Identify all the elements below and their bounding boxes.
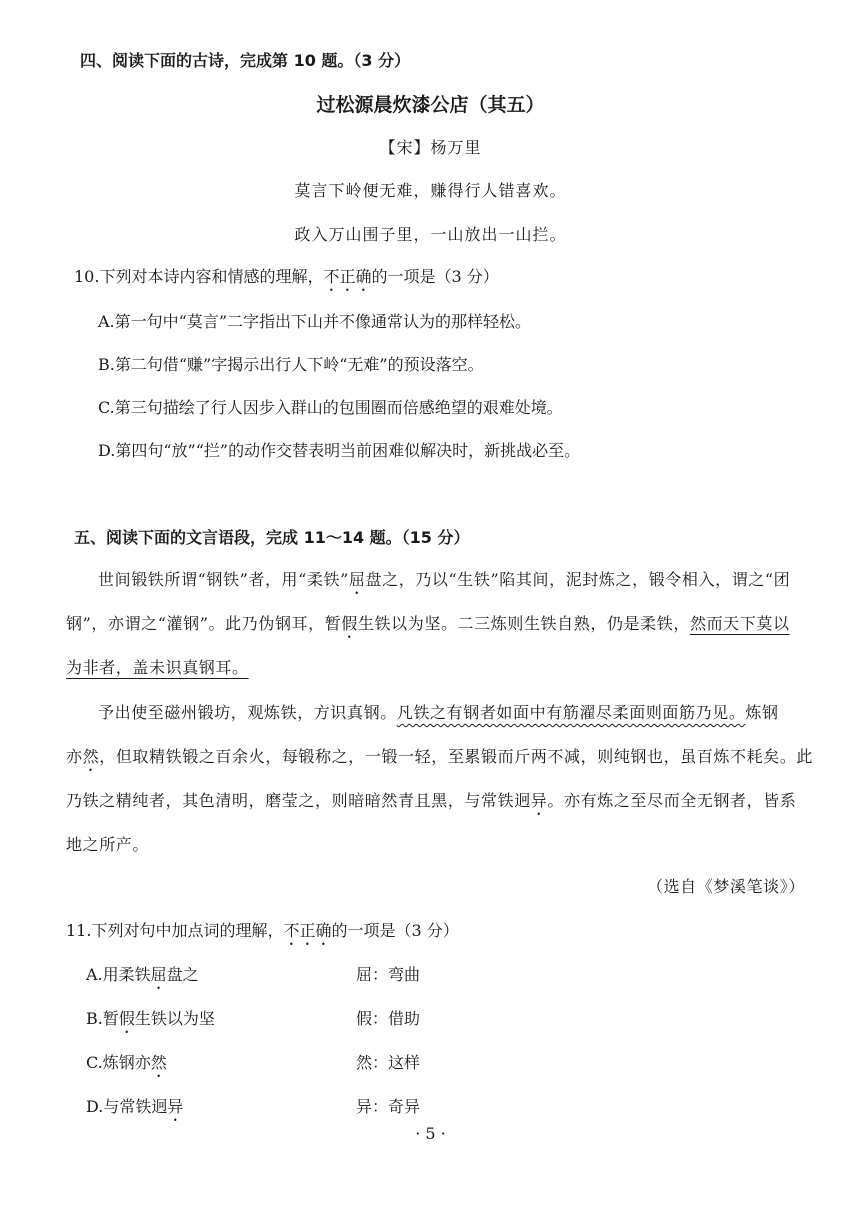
passage-emphasis: 屈 (348, 570, 366, 589)
option-emphasis: 异 (167, 1097, 184, 1116)
passage-p2-line-3 (66, 788, 796, 819)
q11-stem-suffix: 的一项是（3 分） (331, 921, 459, 940)
passage-emphasis: 假 (341, 614, 358, 633)
passage-underlined: 然而天下莫以 (689, 614, 790, 633)
q10-stem-emphasis: 不正确 (323, 267, 372, 286)
passage-text: 乃铁之精纯者，其色清明，磨莹之，则暗暗然青且黑，与常铁迥 (66, 791, 531, 810)
option-gloss: 屈：弯曲 (356, 965, 421, 984)
passage-p1-line-1 (98, 567, 790, 598)
q11-option-d (86, 1094, 421, 1125)
section-5-heading: 五、阅读下面的文言语段，完成 11～14 题。（15 分） (74, 528, 470, 547)
passage-wavy-underlined: 凡铁之有钢者如面中有筋濯尽柔面则面筋乃见。 (396, 703, 746, 722)
passage-p1-line-2 (66, 611, 790, 642)
passage-text: 亦 (66, 747, 83, 766)
passage-p2-line-4: 地之所产。 (66, 835, 150, 854)
option-text: D.与常铁迥 (86, 1097, 168, 1116)
q10-stem-prefix: 10.下列对本诗内容和情感的理解， (74, 267, 324, 286)
option-gloss: 异：奇异 (356, 1097, 421, 1116)
q11-stem-emphasis: 不正确 (283, 921, 332, 940)
passage-text: ，但取精铁锻之百余火，每锻称之，一锻一轻，至累锻而斤两不减，则纯钢也，虽百炼不耗矣。此 (99, 747, 814, 766)
poem-author: 【宋】杨万里 (379, 138, 482, 157)
passage-text: 予出使至磁州锻坊，观炼铁，方识真钢。 (98, 703, 397, 722)
q11-stem (66, 918, 459, 949)
poem-line-2: 政入万山围子里，一山放出一山拦。 (294, 225, 567, 244)
page-number: · 5 · (415, 1124, 446, 1143)
passage-text: 炼钢 (745, 703, 779, 722)
passage-emphasis: 异 (530, 791, 548, 810)
passage-p2-line-1 (98, 700, 779, 723)
q11-stem-prefix: 11.下列对句中加点词的理解， (66, 921, 284, 940)
option-emphasis: 然 (150, 1053, 167, 1072)
passage-text: 钢”，亦谓之“灌钢”。此乃伪钢耳，暂 (66, 614, 342, 633)
passage-text: 生铁以为坚。二三炼则生铁自熟，仍是柔铁， (357, 614, 690, 633)
option-gloss: 假：借助 (356, 1009, 421, 1028)
poem-line-1: 莫言下岭便无难，赚得行人错喜欢。 (294, 181, 567, 200)
passage-p2-line-2 (66, 744, 813, 775)
passage-p1-line-3 (66, 655, 249, 678)
passage-source: （选自《梦溪笔谈》） (646, 877, 805, 896)
section-4-heading: 四、阅读下面的古诗，完成第 10 题。（3 分） (80, 51, 411, 70)
option-gloss: 然：这样 (356, 1053, 421, 1072)
option-text: C.炼钢亦 (86, 1053, 151, 1072)
q10-option-d: D.第四句“放”“拦”的动作交替表明当前困难似解决时，新挑战必至。 (98, 441, 581, 460)
passage-emphasis: 然 (82, 747, 100, 766)
passage-text: 世间锻铁所谓“钢铁”者，用“柔铁” (98, 570, 349, 589)
q11-option-a (86, 962, 421, 993)
passage-text: 。亦有炼之至尽而全无钢者，皆系 (547, 791, 797, 810)
option-text: 生铁以为坚 (134, 1009, 215, 1028)
passage-text: 盘之，乃以“生铁”陷其间，泥封炼之，锻令相入，谓之“团 (365, 570, 791, 589)
q10-option-b: B.第二句借“赚”字揭示出行人下岭“无难”的预设落空。 (98, 355, 484, 374)
q10-stem (74, 264, 499, 295)
option-emphasis: 屈 (150, 965, 167, 984)
option-text: 盘之 (166, 965, 199, 984)
q11-option-b (86, 1006, 421, 1037)
option-text: A.用柔铁 (86, 965, 151, 984)
option-emphasis: 假 (118, 1009, 135, 1028)
q10-option-c: C.第三句描绘了行人因步入群山的包围圈而倍感绝望的艰难处境。 (98, 398, 563, 417)
q11-option-c (86, 1050, 421, 1081)
passage-underlined: 为非者，盖未识真钢耳。 (66, 658, 249, 677)
q10-stem-suffix: 的一项是（3 分） (371, 267, 499, 286)
q10-option-a: A.第一句中“莫言”二字指出下山并不像通常认为的那样轻松。 (98, 312, 532, 331)
poem-title: 过松源晨炊漆公店（其五） (316, 94, 545, 116)
option-text: B.暂 (86, 1009, 119, 1028)
